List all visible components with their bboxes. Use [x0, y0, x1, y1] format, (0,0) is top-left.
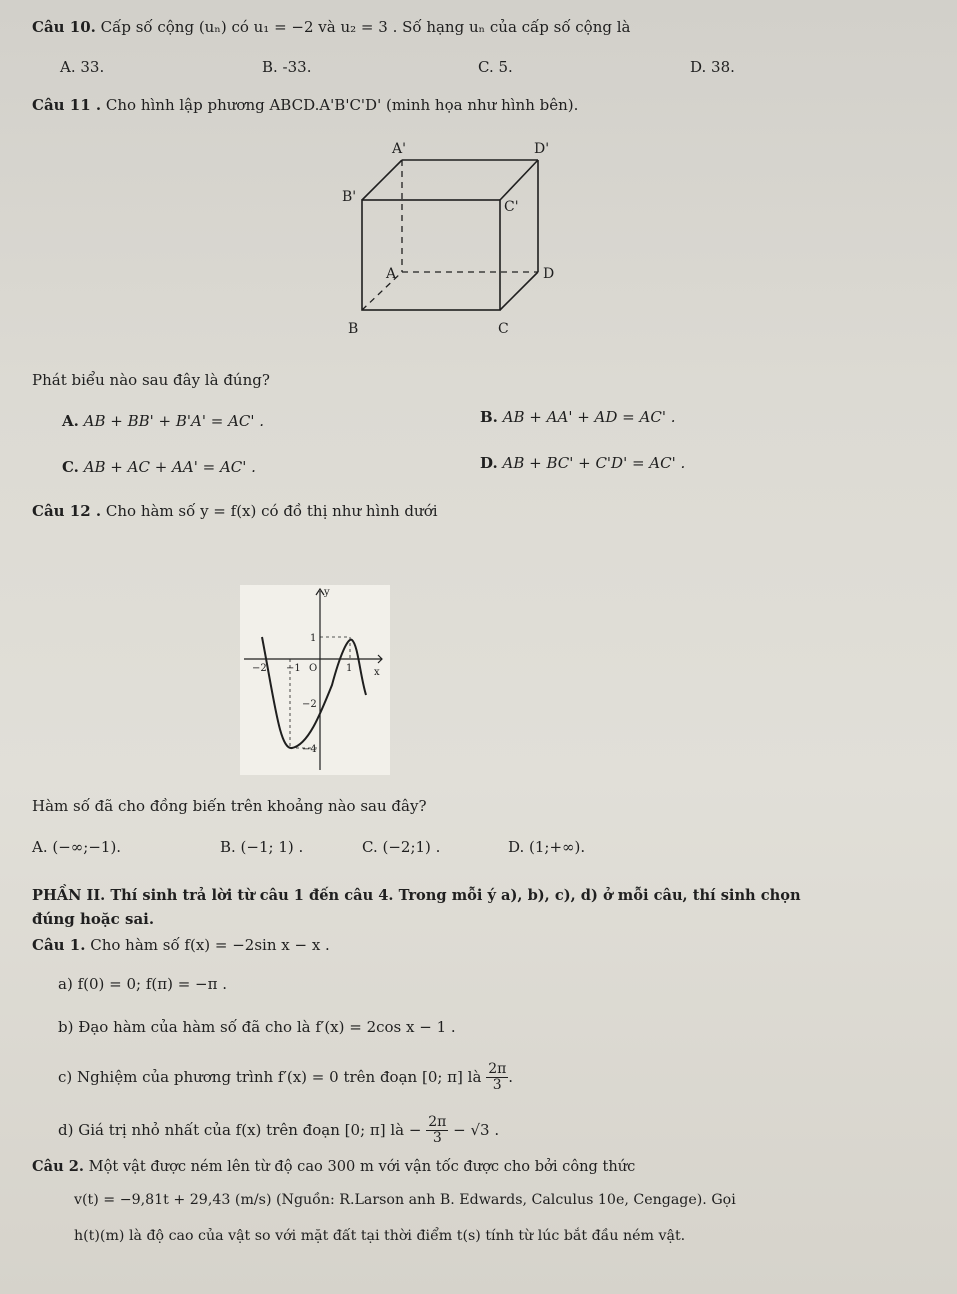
q10-option-d: D. 38. [690, 58, 735, 76]
part2-heading-line2: đúng hoặc sai. [32, 910, 155, 928]
cube-label-c1: C' [504, 199, 519, 215]
graph-tick-x1: 1 [346, 663, 353, 674]
q11-option-c-letter: C. [62, 458, 79, 476]
q11-option-b [480, 408, 675, 426]
q11-option-d-letter: D. [480, 454, 498, 472]
p2q1-item-c-num: 2π [488, 1061, 507, 1077]
p2q1-item-d-tail: − √3 . [453, 1120, 500, 1139]
p2q1-item-d-den: 3 [432, 1130, 442, 1147]
p2q1-item-d [58, 1115, 499, 1147]
p2q1-item-c-fraction [486, 1062, 508, 1094]
q11-option-c-expr: AB + AC + AA' = AC' . [83, 458, 256, 476]
q12-text: Cho hàm số y = f(x) có đồ thị như hình dưới [105, 502, 438, 520]
cube-label-a1: A' [392, 141, 406, 157]
cube-figure [320, 135, 580, 345]
q11-stem [32, 96, 578, 114]
q11-option-a-expr: AB + BB' + B'A' = AC' . [83, 412, 265, 430]
graph-tick-xm1: −1 [286, 663, 301, 674]
q11-option-d-expr: AB + BC' + C'D' = AC' . [502, 454, 686, 472]
p2q1-item-d-text: d) Giá trị nhỏ nhất của f(x) trên đoạn [0; π] là − [58, 1120, 422, 1139]
q12-option-c: C. (−2;1) . [362, 838, 441, 856]
graph-tick-ym4: −4 [302, 744, 317, 755]
cube-edge-cd [500, 272, 538, 310]
cube-label-b1: B' [342, 189, 357, 205]
cube-label-d: D [543, 266, 555, 282]
q11-prompt: Phát biểu nào sau đây là đúng? [32, 371, 270, 389]
cube-label-b: B [348, 321, 359, 337]
q12-label: Câu 12 . [32, 502, 102, 520]
q10-text: Cấp số cộng (uₙ) có u₁ = −2 và u₂ = 3 . Số hạng uₙ của cấp số cộng là [100, 18, 631, 36]
q11-option-a-letter: A. [62, 412, 79, 430]
graph-tick-y1: 1 [310, 633, 317, 644]
q11-label: Câu 11 . [32, 96, 102, 114]
function-graph [240, 585, 390, 775]
p2q1-label: Câu 1. [32, 936, 86, 954]
q11-option-b-letter: B. [480, 408, 498, 426]
p2q1-text: Cho hàm số f(x) = −2sin x − x . [90, 936, 330, 954]
part2-heading-line1: PHẦN II. Thí sinh trả lời từ câu 1 đến câu 4. Trong mỗi ý a), b), c), d) ở mỗi câu, thí sinh chọn [32, 887, 801, 904]
p2q1-item-d-fraction [426, 1115, 448, 1147]
graph-tick-ym2: −2 [302, 699, 317, 710]
cube-edge-c1d1 [500, 160, 538, 200]
cube-label-d1: D' [534, 141, 550, 157]
q11-option-d [480, 454, 685, 472]
q12-option-a: A. (−∞;−1). [32, 838, 122, 856]
p2q2-line1-text: Một vật được ném lên từ độ cao 300 m với vận tốc được cho bởi công thức [88, 1158, 636, 1175]
q10-stem [32, 18, 630, 36]
q11-option-c [62, 458, 256, 476]
cube-edge-b1a1 [362, 160, 402, 200]
q10-option-a: A. 33. [60, 58, 105, 76]
graph-label-x: x [374, 667, 380, 678]
p2q2-label: Câu 2. [32, 1158, 84, 1175]
p2q2-line2: v(t) = −9,81t + 29,43 (m/s) (Nguồn: R.Larson anh B. Edwards, Calculus 10e, Cengage). Gọi [74, 1192, 736, 1208]
graph-label-y: y [324, 587, 330, 598]
q12-option-b: B. (−1; 1) . [220, 838, 304, 856]
p2q1-item-d-num: 2π [428, 1114, 447, 1130]
p2q1-stem [32, 936, 330, 954]
p2q1-item-c: c) Nghiệm của phương trình f′(x) = 0 trên đoạn [0; π] là $\frac{2\pi}{3}$ . [58, 1061, 514, 1094]
p2q2-line3: h(t)(m) là độ cao của vật so với mặt đất tại thời điểm t(s) tính từ lúc bắt đầu ném vật. [74, 1228, 686, 1244]
p2q2-line1 [32, 1158, 635, 1175]
cube-front-face [362, 200, 500, 310]
q12-option-d: D. (1;+∞). [508, 838, 586, 856]
q10-option-b: B. -33. [262, 58, 312, 76]
cube-label-a: A [386, 266, 397, 282]
p2q1-item-a: a) f(0) = 0; f(π) = −π . [58, 975, 228, 993]
q11-option-b-expr: AB + AA' + AD = AC' . [502, 408, 676, 426]
p2q1-item-c-den: 3 [492, 1077, 502, 1094]
q11-option-a [62, 412, 264, 430]
cube-label-c: C [498, 321, 509, 337]
q10-label: Câu 10. [32, 18, 96, 36]
q11-text: Cho hình lập phương ABCD.A'B'C'D' (minh họa như hình bên). [105, 96, 579, 114]
graph-tick-xm2: −2 [252, 663, 267, 674]
q12-stem [32, 502, 438, 520]
q10-option-c: C. 5. [478, 58, 513, 76]
p2q1-item-b: b) Đạo hàm của hàm số đã cho là f′(x) = 2cos x − 1 . [58, 1018, 456, 1036]
graph-label-origin: O [309, 663, 318, 674]
p2q1-item-c-text: c) Nghiệm của phương trình f′(x) = 0 trên đoạn [0; π] là [58, 1067, 482, 1086]
q12-prompt: Hàm số đã cho đồng biến trên khoảng nào sau đây? [32, 797, 427, 815]
